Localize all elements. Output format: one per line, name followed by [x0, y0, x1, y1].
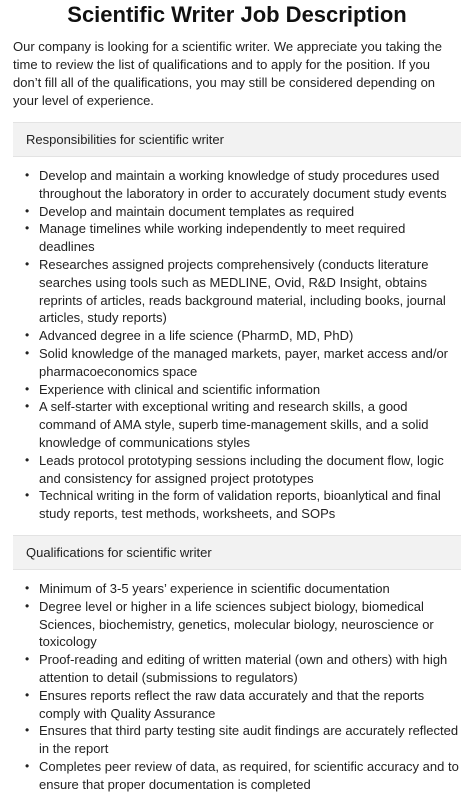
page-title: Scientific Writer Job Description [67, 2, 407, 27]
bullet-icon: • [25, 452, 30, 467]
bullet-icon: • [25, 381, 30, 396]
list-item [25, 452, 461, 488]
list-item [25, 256, 461, 327]
responsibilities-list [13, 167, 461, 523]
list-item-text: Develop and maintain document templates as required [39, 203, 355, 219]
list-item-text: Completes peer review of data, as required, for scientific accuracy and to ensure that proper documentation is completed [39, 758, 459, 792]
bullet-icon: • [25, 399, 30, 414]
intro-paragraph: Our company is looking for a scientific writer. We appreciate you taking the time to review the list of qualifications and to apply for the position. If you don’t fill all of the qualifications, you may still be considered depending on your level of experience. [13, 39, 442, 108]
qualifications-list [13, 580, 461, 794]
list-item [25, 487, 461, 523]
list-item-text: Leads protocol prototyping sessions including the document flow, logic and consistency for assigned project prototypes [39, 452, 444, 486]
list-item-text: Manage timelines while working independently to meet required deadlines [39, 221, 406, 255]
list-item [25, 203, 461, 221]
bullet-icon: • [25, 580, 30, 595]
bullet-icon: • [25, 598, 30, 613]
bullet-icon: • [25, 256, 30, 271]
list-item-text: Advanced degree in a life science (PharmD, MD, PhD) [39, 328, 354, 344]
bullet-icon: • [25, 723, 30, 738]
bullet-icon: • [25, 345, 30, 360]
bullet-icon: • [25, 652, 30, 667]
list-item-text: Proof-reading and editing of written material (own and others) with high attention to detail (submissions to regulators) [39, 652, 448, 685]
list-item [25, 651, 461, 687]
list-item-text: Develop and maintain a working knowledge of study procedures used throughout the laboratory in order to accurately document study events [39, 168, 447, 201]
bullet-icon: • [25, 758, 30, 773]
list-item [25, 598, 461, 651]
bullet-icon: • [25, 203, 30, 218]
qualifications-heading: Qualifications for scientific writer [13, 535, 461, 570]
bullet-icon: • [25, 488, 30, 503]
bullet-icon: • [25, 687, 30, 702]
list-item [25, 220, 461, 256]
bullet-icon: • [25, 221, 30, 236]
list-item [25, 167, 461, 203]
list-item [25, 398, 461, 451]
list-item-text: Solid knowledge of the managed markets, payer, market access and/or pharmacoeconomics space [39, 345, 448, 379]
list-item-text: Technical writing in the form of validation reports, bioanlytical and final study reports, test methods, worksheets, and SOPs [39, 488, 441, 522]
list-item [25, 580, 461, 598]
list-item-text: Experience with clinical and scientific information [39, 381, 321, 397]
list-item-text: Ensures that third party testing site audit findings are accurately reflected in the report [39, 723, 459, 757]
responsibilities-heading: Responsibilities for scientific writer [13, 122, 461, 157]
list-item [25, 687, 461, 723]
list-item-text: Ensures reports reflect the raw data accurately and that the reports comply with Quality Assurance [39, 687, 425, 721]
list-item [25, 722, 461, 758]
bullet-icon: • [25, 328, 30, 343]
list-item-text: Researches assigned projects comprehensively (conducts literature searches using tools such as MEDLINE, Ovid, R&D Insight, obtains reprints of articles, reads background material, including books, journal articles, study reports) [39, 256, 446, 326]
list-item [25, 327, 461, 345]
list-item-text: Minimum of 3-5 years’ experience in scientific documentation [39, 580, 390, 596]
list-item [25, 381, 461, 399]
list-item [25, 758, 461, 794]
list-item [25, 345, 461, 381]
list-item-text: Degree level or higher in a life sciences subject biology, biomedical Sciences, biochemistry, genetics, molecular biology, neuroscience or toxicology [39, 598, 434, 650]
bullet-icon: • [25, 168, 30, 182]
list-item-text: A self-starter with exceptional writing and research skills, a good command of AMA style, superb time-management skills, and a solid knowledge of communications styles [39, 399, 429, 450]
